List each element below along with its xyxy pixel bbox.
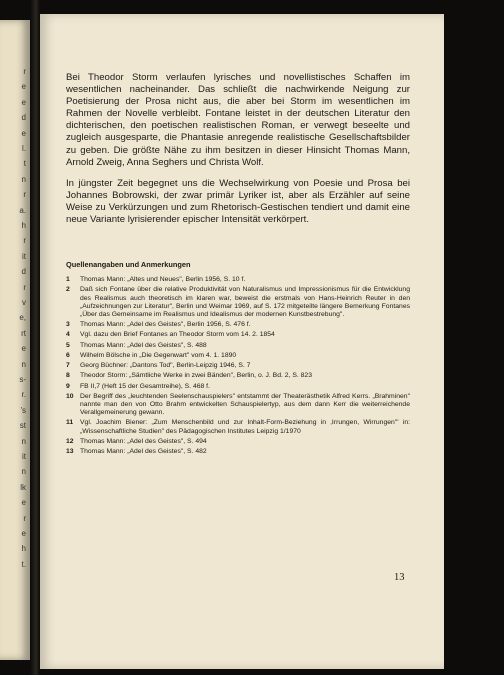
note-item bbox=[66, 362, 410, 370]
left-page-edge-letter: n bbox=[21, 359, 26, 369]
note-item bbox=[66, 383, 410, 391]
note-text: Theodor Storm: „Sämtliche Werke in zwei Bänden", Berlin, o. J. Bd. 2, S. 823 bbox=[80, 372, 312, 380]
left-page-edge-letter: a. bbox=[19, 205, 26, 215]
note-number: 12 bbox=[66, 437, 74, 445]
note-item bbox=[66, 276, 410, 284]
note-number: 3 bbox=[66, 320, 70, 328]
left-page-edge-letter: r bbox=[23, 67, 26, 76]
left-page-edge-letter: e, bbox=[19, 313, 26, 323]
note-item bbox=[66, 352, 410, 360]
left-page-edge-letter: l. bbox=[22, 144, 26, 153]
left-page-edge-letter: n bbox=[21, 467, 26, 477]
book-page bbox=[40, 14, 444, 669]
note-number: 2 bbox=[66, 286, 70, 294]
note-item bbox=[66, 393, 410, 417]
left-page-edge-letter: it bbox=[22, 251, 26, 261]
note-item bbox=[66, 331, 410, 339]
note-number: 1 bbox=[66, 276, 70, 284]
left-page-edge-letter: r bbox=[23, 236, 26, 246]
dark-background bbox=[444, 0, 504, 675]
left-page-edge bbox=[0, 20, 30, 660]
note-text: Thomas Mann: „Adel des Geistes", S. 482 bbox=[80, 448, 207, 456]
left-page-edge-letter: e bbox=[21, 97, 26, 107]
note-text: Thomas Mann: „Altes und Neues", Berlin 1956, S. 10 f. bbox=[80, 276, 246, 284]
page-content bbox=[66, 72, 410, 458]
note-item bbox=[66, 286, 410, 318]
note-text: Wilhelm Bölsche in „Die Gegenwart" vom 4. 1. 1890 bbox=[80, 351, 237, 359]
note-number: 9 bbox=[66, 382, 70, 390]
left-page-edge-letter: r bbox=[23, 282, 26, 292]
note-text: Thomas Mann: „Adel des Geistes", Berlin 1956, S. 476 f. bbox=[80, 320, 251, 328]
left-page-edge-letter: e bbox=[21, 529, 26, 538]
left-page-edge-letter: rt bbox=[21, 328, 26, 338]
note-item bbox=[66, 321, 410, 329]
left-page-edge-letter: d bbox=[21, 267, 26, 277]
note-text: Der Begriff des „leuchtenden Seelenschauspielers" entstammt der Theaterästhetik Alfred Kerrs. „Brahminen" nannte man den von Otto Brahm entwickelten Schauspielertyp, aus dem dann Kerr die weiterreichende Verallgemeinerung gewann. bbox=[80, 392, 410, 417]
note-number: 4 bbox=[66, 331, 70, 339]
note-number: 5 bbox=[66, 341, 70, 349]
left-page-edge-letter: s- bbox=[19, 375, 26, 384]
note-text: Georg Büchner: „Dantons Tod", Berlin-Leipzig 1946, S. 7 bbox=[80, 362, 251, 370]
left-page-edge-letter: r. bbox=[21, 390, 26, 400]
note-item bbox=[66, 342, 410, 350]
note-item bbox=[66, 419, 410, 435]
left-page-edge-letter: e bbox=[21, 128, 26, 138]
note-number: 6 bbox=[66, 351, 70, 359]
left-page-edge-letter: n bbox=[21, 174, 26, 184]
note-item bbox=[66, 438, 410, 446]
note-text: Thomas Mann: „Adel des Geistes", S. 494 bbox=[80, 437, 207, 445]
left-page-edge-letter: h bbox=[21, 544, 26, 554]
left-page-edge-letter: r bbox=[23, 513, 26, 523]
left-page-edge-letter: it bbox=[22, 452, 26, 461]
note-text: FB II,7 (Heft 15 der Gesamtreihe), S. 468 f. bbox=[80, 382, 210, 390]
notes-heading: Quellenangaben und Anmerkungen bbox=[66, 260, 191, 270]
left-page-edge-letter: v bbox=[22, 298, 26, 307]
left-page-edge-letter: n bbox=[21, 436, 26, 446]
note-item bbox=[66, 372, 410, 380]
body-paragraph-2: In jüngster Zeit begegnet uns die Wechselwirkung von Poesie und Prosa bei Johannes Bobrowski, der zwar primär Lyriker ist, aber als Erzähler auf seine Weise zu Verkürzungen und zum Rhetorisch-Gestischen tendiert und damit eine neue Variante lyrisierender epischer Intensität verkörpert. bbox=[66, 177, 410, 226]
book-gutter bbox=[30, 0, 40, 675]
left-page-edge-letter: e bbox=[21, 82, 26, 92]
body-paragraph-1: Bei Theodor Storm verlaufen lyrisches und novellistisches Schaffen im wesentlichen nacheinander. Das schließt die nachwirkende Neigung zur Poetisierung der Prosa nicht aus, die aber bei Storm im wesentlichen im Rahmen der Novelle verbleibt. Fontane leistet in der deutschen Literatur den dichterischen, den poetischen realistischen Roman, er verwegt beseelte und zugleich ausgesparte, die Phantasie anregende realistische Gesellschaftsbilder zu geben. Die größte Nähe zu ihm besitzen in dieser Hinsicht Thomas Mann, Arnold Zweig, Anna Seghers und Christa Wolf. bbox=[66, 72, 410, 168]
left-page-edge-letter: r bbox=[23, 190, 26, 200]
note-item bbox=[66, 448, 410, 456]
note-number: 8 bbox=[66, 372, 70, 380]
left-page-edge-letter: lk bbox=[20, 482, 26, 492]
left-page-edge-letter: 's bbox=[20, 405, 26, 415]
note-number: 13 bbox=[66, 448, 74, 456]
left-page-edge-letter: h bbox=[21, 221, 26, 230]
note-text: Thomas Mann: „Adel des Geistes", S. 488 bbox=[80, 341, 207, 349]
note-number: 11 bbox=[66, 419, 74, 427]
left-page-edge-letter: e bbox=[21, 344, 26, 354]
left-page-edge-letter: d bbox=[21, 113, 26, 123]
page-number: 13 bbox=[394, 572, 405, 583]
note-number: 10 bbox=[66, 392, 74, 400]
note-text: Vgl. dazu den Brief Fontanes an Theodor Storm vom 14. 2. 1854 bbox=[80, 331, 275, 339]
note-number: 7 bbox=[66, 362, 70, 370]
left-page-edge-letter: st bbox=[19, 421, 26, 431]
notes-list bbox=[66, 276, 410, 456]
left-page-edge-letter: t. bbox=[21, 559, 26, 569]
note-text: Daß sich Fontane über die relative Produktivität von Naturalismus und Impressionismus für die Entwicklung des Realismus auch theoretisch im klaren war, beweist die erstmals von Hans-Heinrich Reuter in den „Aufzeichnungen zur Literatur", Berlin und Weimar 1969, auf S. 172 mitgeteilte längere Bemerkung Fontanes „Über das Gemeinsame im Realismus und Idealismus der modernen Kunstbestrebung". bbox=[80, 286, 410, 318]
left-page-edge-letter: e bbox=[21, 498, 26, 508]
note-text: Vgl. Joachim Biener: „Zum Menschenbild und zur Inhalt-Form-Beziehung in ‚Irrungen, Wirrungen'" in: „Wissenschaftliche Studien" des Pädagogischen Institutes Leipzig 1/1970 bbox=[80, 419, 410, 435]
left-page-edge-letter: t bbox=[23, 159, 26, 169]
